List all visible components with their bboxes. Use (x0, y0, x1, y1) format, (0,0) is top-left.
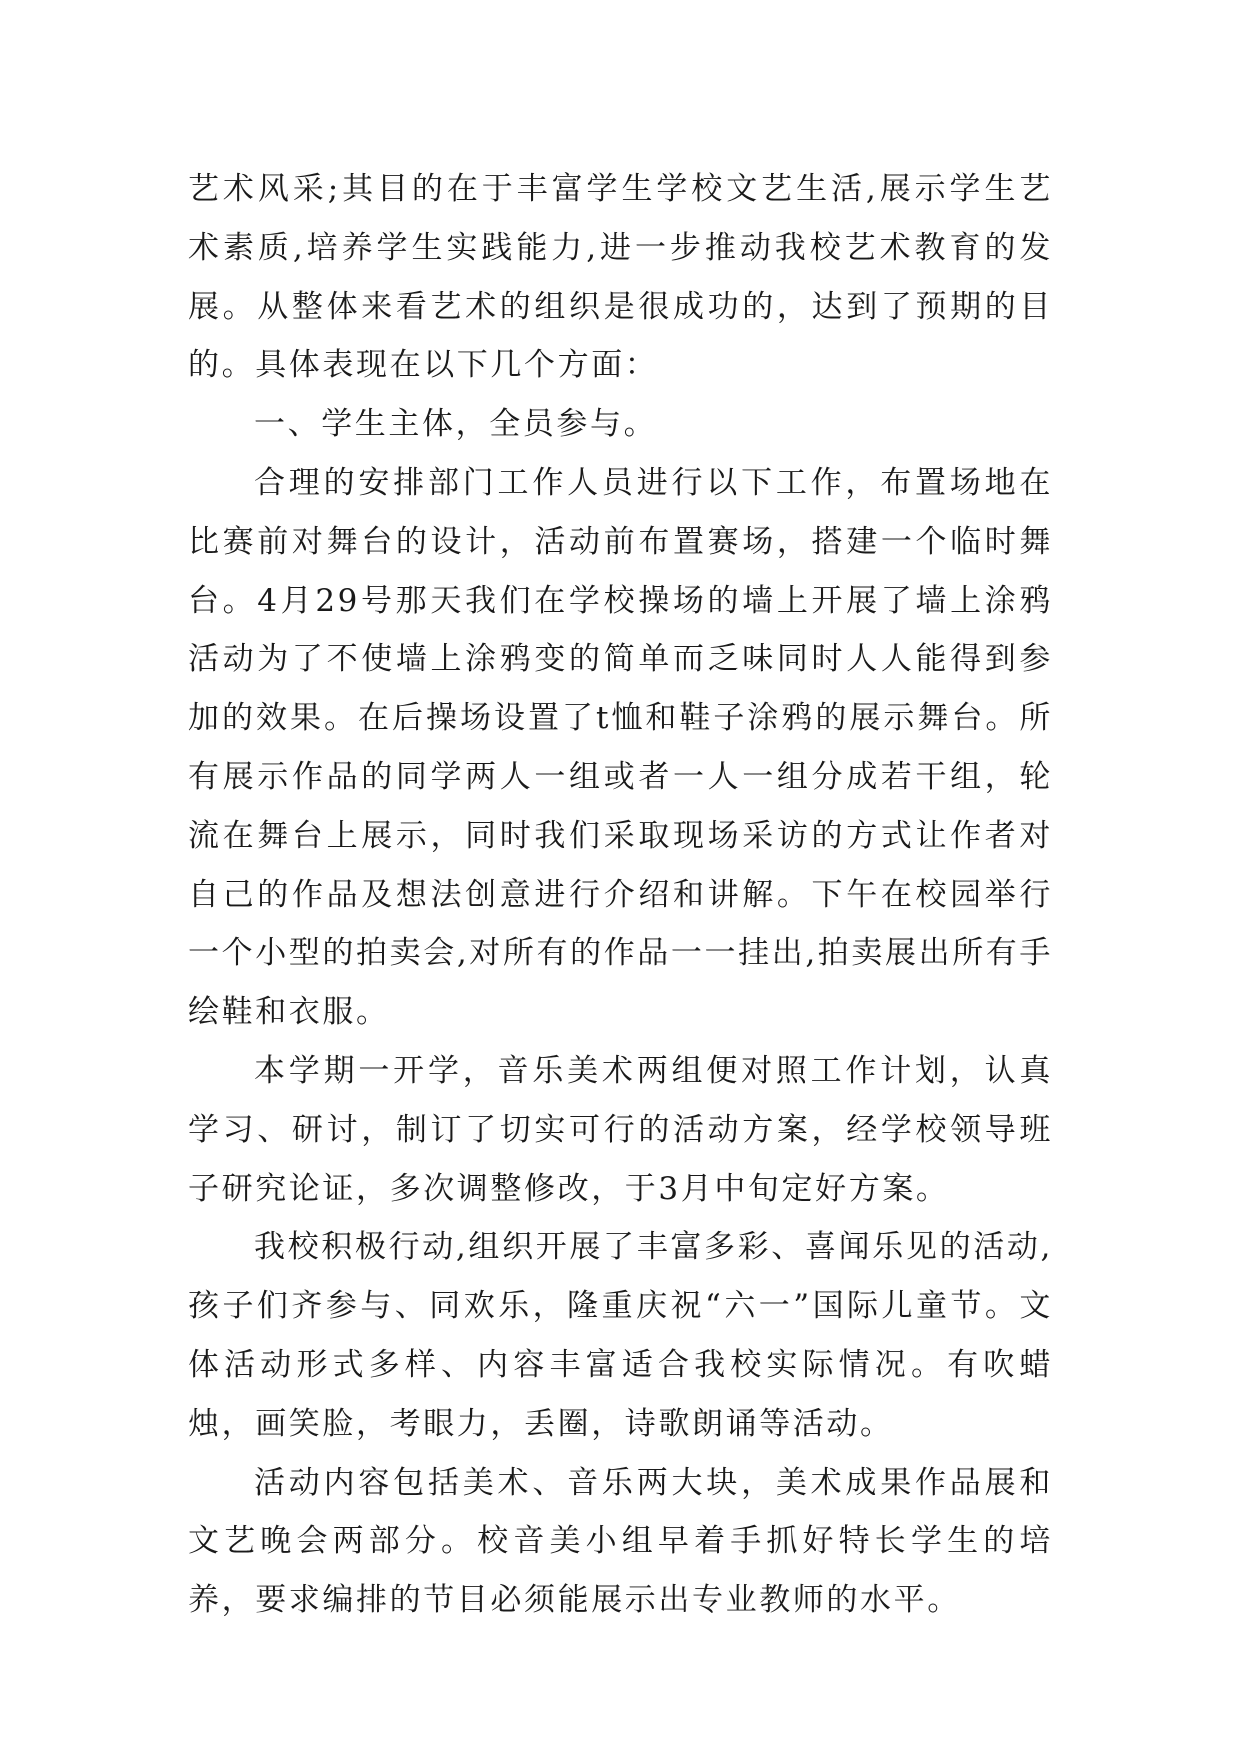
document-body (188, 160, 1053, 1630)
paragraph-activity-content: 活动内容包括美术、音乐两大块，美术成果作品展和文艺晚会两部分。校音美小组早着手抓好特长学生的培养，要求编排的节目必须能展示出专业教师的水平。 (188, 1464, 1053, 1619)
paragraph-semester-plan: 本学期一开学，音乐美术两组便对照工作计划，认真学习、研讨，制订了切实可行的活动方案，经学校领导班子研究论证，多次调整修改，于3月中旬定好方案。 (188, 1052, 1053, 1207)
paragraph-staff-arrangement: 合理的安排部门工作人员进行以下工作，布置场地在比赛前对舞台的设计，活动前布置赛场，搭建一个临时舞台。4月29号那天我们在学校操场的墙上开展了墙上涂鸦活动为了不使墙上涂鸦变的简单而乏味同时人人能得到参加的效果。在后操场设置了t恤和鞋子涂鸦的展示舞台。所有展示作品的同学两人一组或者一人一组分成若干组，轮流在舞台上展示，同时我们采取现场采访的方式让作者对自己的作品及想法创意进行介绍和讲解。下午在校园举行一个小型的拍卖会,对所有的作品一一挂出,拍卖展出所有手绘鞋和衣服。 (188, 464, 1053, 1031)
paragraph-intro: 艺术风采;其目的在于丰富学生学校文艺生活,展示学生艺术素质,培养学生实践能力,进一步推动我校艺术教育的发展。从整体来看艺术的组织是很成功的，达到了预期的目的。具体表现在以下几个方面： (188, 171, 1053, 384)
paragraph-childrens-day: 我校积极行动,组织开展了丰富多彩、喜闻乐见的活动,孩子们齐参与、同欢乐，隆重庆祝“六一”国际儿童节。文体活动形式多样、内容丰富适合我校实际情况。有吹蜡烛，画笑脸，考眼力，丢圈，诗歌朗诵等活动。 (188, 1229, 1053, 1442)
section-heading-student-participation: 一、学生主体，全员参与。 (254, 406, 658, 443)
